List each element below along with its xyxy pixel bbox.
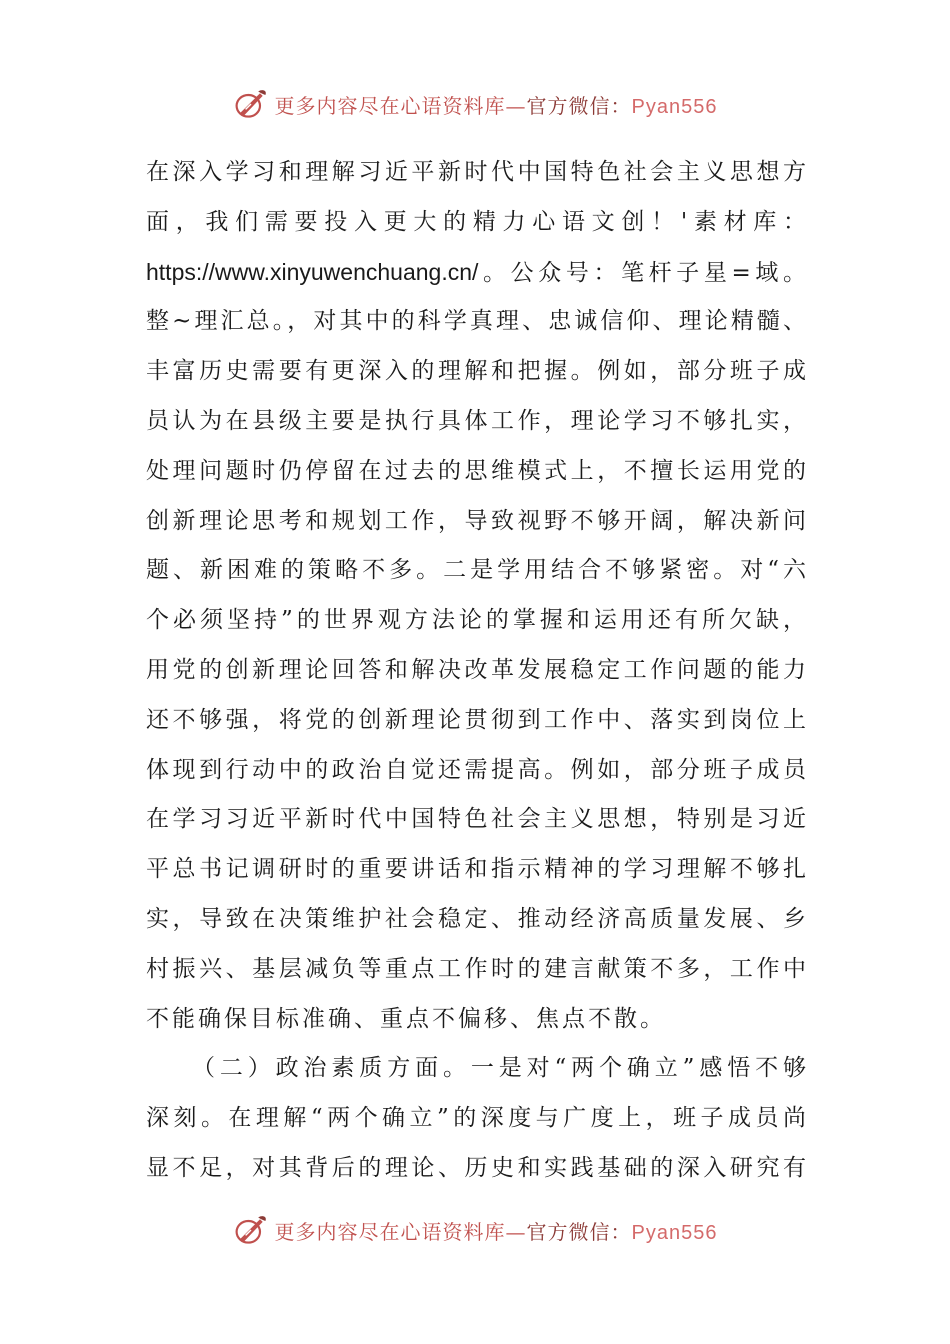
footer-banner-dash: — [505,1219,527,1244]
quill-pen-logo-icon [233,1212,269,1248]
body-line-rest: 。公众号：笔杆子星=域。 [478,259,806,286]
header-wechat-label: 官方微信： [526,93,632,118]
body-line: 处理问题时仍停留在过去的思维模式上，不擅长运用党的 [146,457,806,484]
footer-wechat-label: 官方微信： [526,1219,632,1244]
body-line: 深刻。在理解“两个确立”的深度与广度上，班子成员尚 [146,1105,806,1132]
footer-banner [0,1210,950,1250]
header-banner-text [275,90,718,119]
body-line: 个必须坚持”的世界观方法论的掌握和运用还有所欠缺， [146,607,806,634]
body-line: 村振兴、基层减负等重点工作时的建言献策不多，工作中 [146,955,806,982]
quill-pen-logo-icon [233,86,269,122]
body-line: 整~理汇总。，对其中的科学真理、忠诚信仰、理论精髓、 [146,308,806,335]
footer-banner-text [275,1216,718,1245]
header-banner-dash: — [505,93,527,118]
body-line: 显不足，对其背后的理论、历史和实践基础的深入研究有 [146,1154,806,1181]
body-line: 不能确保目标准确、重点不偏移、焦点不散。 [146,1005,666,1032]
body-line: 平总书记调研时的重要讲话和指示精神的学习理解不够扎 [146,856,806,883]
header-banner-main: 更多内容尽在心语资料库 [274,93,506,118]
body-line: 丰富历史需要有更深入的理解和把握。例如，部分班子成 [146,358,806,385]
body-line: 创新理论思考和规划工作，导致视野不够开阔，解决新问 [146,507,806,534]
body-line: 在学习习近平新时代中国特色社会主义思想，特别是习近 [146,806,806,833]
body-line: 员认为在县级主要是执行具体工作，理论学习不够扎实， [146,407,806,434]
section-heading-line: （二）政治素质方面。一是对“两个确立”感悟不够 [192,1055,806,1082]
body-line: 实，导致在决策维护社会稳定、推动经济高质量发展、乡 [146,905,806,932]
footer-banner-main: 更多内容尽在心语资料库 [274,1219,506,1244]
footer-wechat-id: Pyan556 [631,1221,718,1244]
header-wechat-id: Pyan556 [631,95,718,118]
body-line: 还不够强，将党的创新理论贯彻到工作中、落实到岗位上 [146,706,806,733]
document-body [146,148,806,1194]
body-line: 用党的创新理论回答和解决改革发展稳定工作问题的能力 [146,656,806,683]
body-line: 面，我们需要投入更大的精力心语文创！'素材库： [146,208,806,235]
header-banner [0,84,950,124]
body-line: 在深入学习和理解习近平新时代中国特色社会主义思想方 [146,159,806,185]
source-url: https://www.xinyuwenchuang.cn/ [146,258,479,285]
body-line-url [146,248,806,298]
body-line: 体现到行动中的政治自觉还需提高。例如，部分班子成员 [146,756,806,783]
body-line: 题、新困难的策略不多。二是学用结合不够紧密。对“六 [146,557,806,584]
